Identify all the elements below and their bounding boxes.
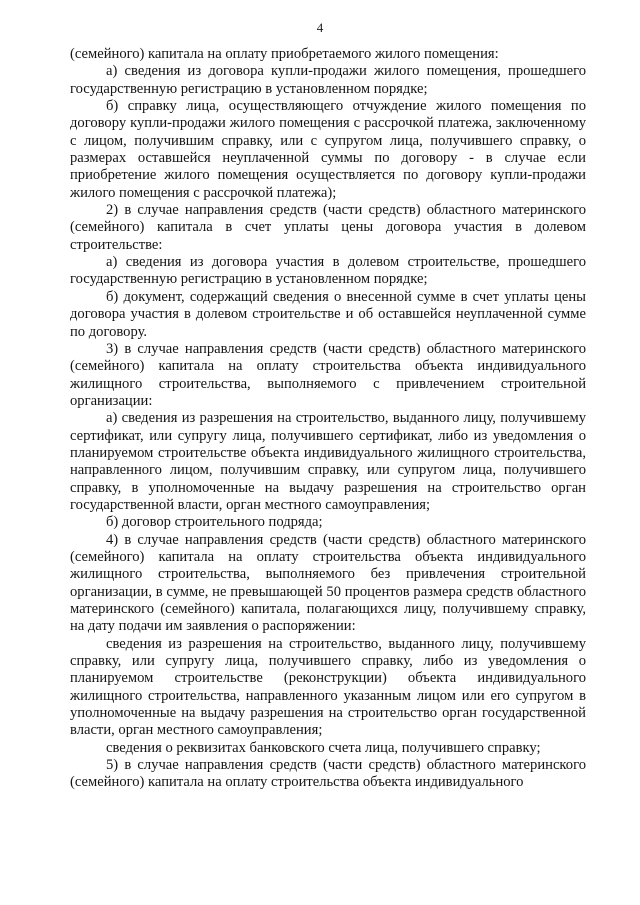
paragraph: а) сведения из договора купли-продажи жилого помещения, прошедшего государственную регистрацию в установленном порядке;: [70, 63, 586, 97]
paragraph: б) справку лица, осуществляющего отчуждение жилого помещения по договору купли-продажи жилого помещения с рассрочкой платежа, заключенному с лицом, получившим справку, или с супругом лица, получившего справку, о размерах оставшейся неуплаченной суммы по договору - в случае если приобретение жилого помещения осуществляется по договору купли-продажи жилого помещения с рассрочкой платежа);: [70, 98, 586, 201]
paragraph: а) сведения из договора участия в долевом строительстве, прошедшего государственную регистрацию в установленном порядке;: [70, 254, 586, 288]
paragraph: б) документ, содержащий сведения о внесенной сумме в счет уплаты цены договора участия в долевом строительстве и об оставшейся неуплаченной сумме по договору.: [70, 288, 586, 340]
document-body: [70, 46, 586, 792]
paragraph: сведения из разрешения на строительство, выданного лицу, получившему справку, или супругу лица, получившего справку, либо из уведомления о планируемом строительстве (реконструкции) объекта индивидуального жилищного строительства, направленного указанным лицом или его супругом в уполномоченные на выдачу разрешения на строительство орган государственной власти, орган местного самоуправления;: [70, 635, 586, 739]
paragraph: а) сведения из разрешения на строительство, выданного лицу, получившему сертификат, или супругу лица, получившего сертификат, либо из уведомления о планируемом строительстве объекта индивидуального жилищного строительства, направленного лицом, получившим справку, или супругом лица, получившего справку, в уполномоченные на выдачу разрешения на строительство орган государственной власти, орган местного самоуправления;: [70, 410, 586, 513]
page-number: 4: [316, 20, 324, 35]
paragraph: 4) в случае направления средств (части средств) областного материнского (семейного) капитала на оплату строительства объекта индивидуального жилищного строительства, выполняемого без привлечения строительной организации, в сумме, не превышающей 50 процентов размера средств областного материнского (семейного) капитала, полагающихся лицу, получившему справку, на дату подачи им заявления о распоряжении:: [70, 531, 586, 635]
paragraph: 3) в случае направления средств (части средств) областного материнского (семейного) капитала на оплату строительства объекта индивидуального жилищного строительства, выполняемого с привлечением строительной организации:: [70, 340, 586, 409]
paragraph: 5) в случае направления средств (части средств) областного материнского (семейного) капитала на оплату строительства объекта индивидуального: [70, 757, 586, 791]
paragraph: б) договор строительного подряда;: [106, 514, 323, 531]
paragraph: (семейного) капитала на оплату приобретаемого жилого помещения:: [70, 46, 499, 62]
paragraph: 2) в случае направления средств (части средств) областного материнского (семейного) капитала в счет уплаты цены договора участия в долевом строительстве:: [70, 202, 586, 253]
paragraph: сведения о реквизитах банковского счета лица, получившего справку;: [106, 739, 541, 756]
